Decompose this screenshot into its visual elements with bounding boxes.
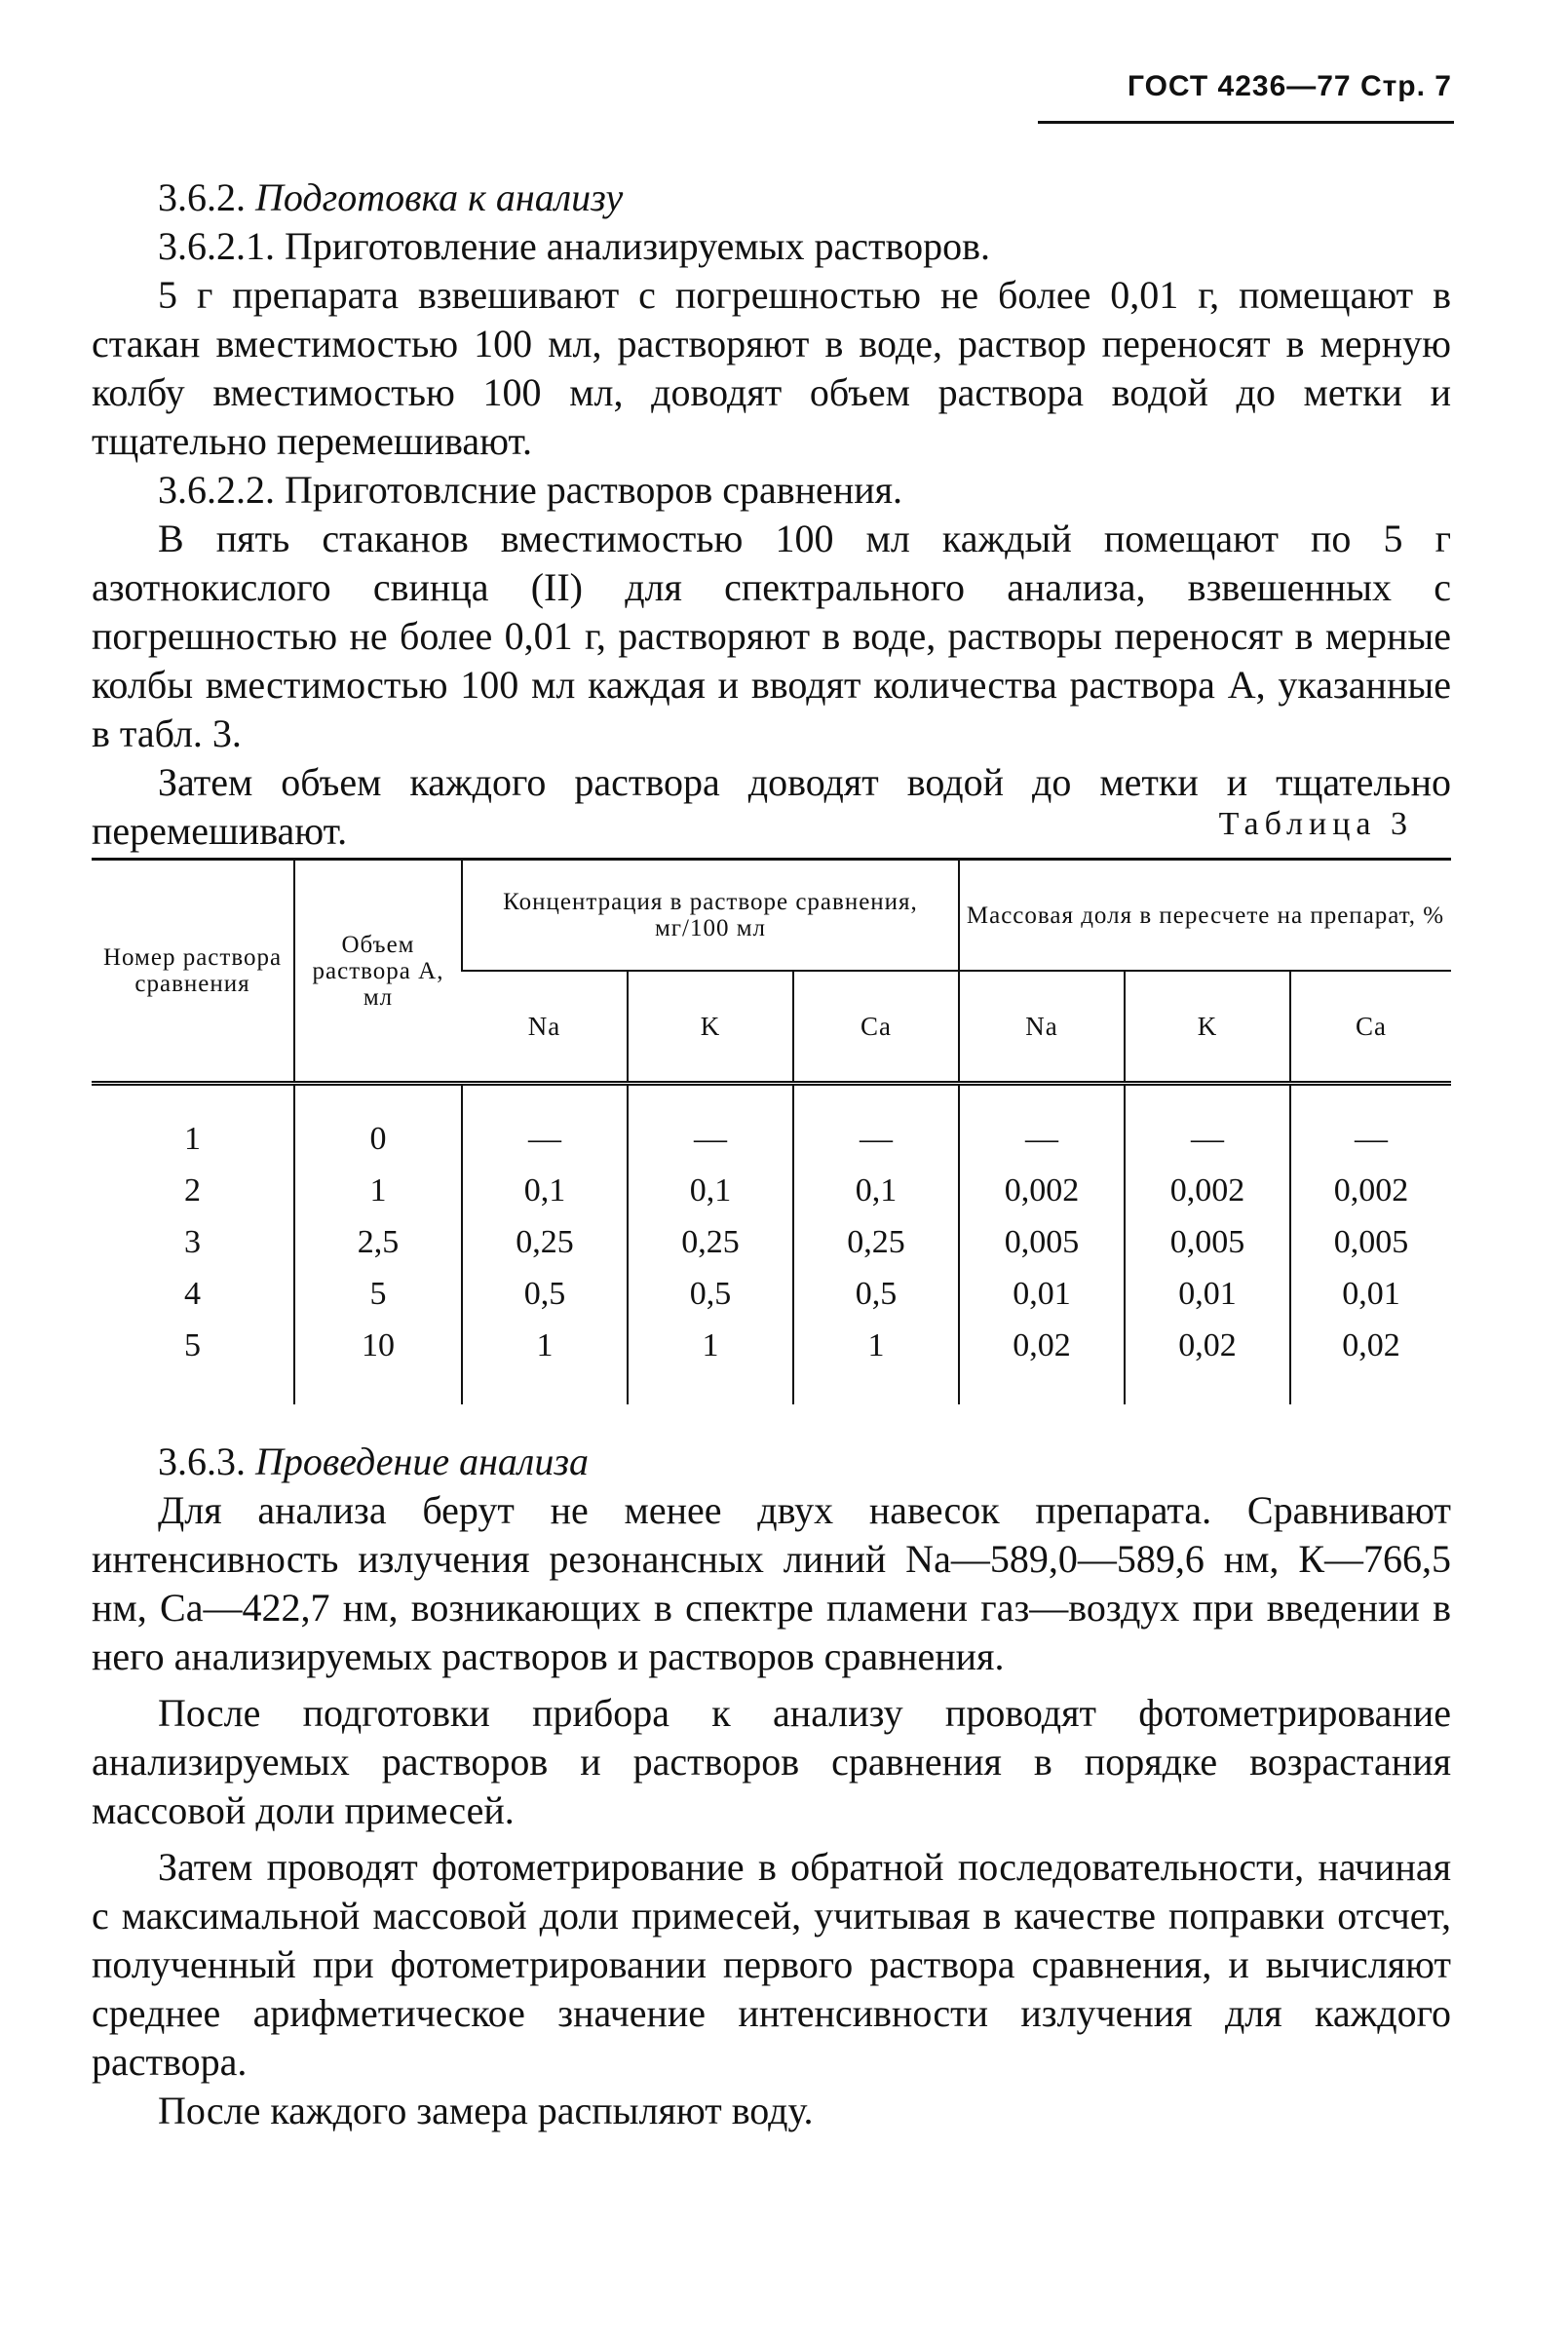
table-cell: — — [1290, 1084, 1451, 1166]
table-cell: 1 — [184, 1120, 201, 1157]
table-cell: 0,005 — [1290, 1216, 1451, 1268]
table-cell: 2,5 — [294, 1216, 462, 1268]
table-cell: — — [959, 1084, 1125, 1166]
paragraph: Для анализа берут не менее двух навесок препарата. Сравнивают интенсивность излучения резонансных линий Na—589,0—589,6 нм, К—766,5 нм, Са—422,7 нм, возникающих в спектре пламени газ—воздух при введении в него анализируемых растворов и растворов сравнения. — [92, 1488, 1451, 1678]
table-row — [92, 1084, 1451, 1166]
column-group-mass-fraction: Массовая доля в пересчете на препарат, % — [959, 860, 1451, 972]
table-row — [92, 1320, 1451, 1404]
column-header-k: K — [628, 971, 793, 1084]
column-header-ca: Ca — [793, 971, 959, 1084]
column-header-na: Na — [462, 971, 628, 1084]
table-cell: 0,25 — [462, 1216, 628, 1268]
table-cell: — — [628, 1084, 793, 1166]
subsection-heading: 3.6.2.2. Приготовлсние растворов сравнения. — [158, 468, 903, 512]
table-cell: — — [1125, 1084, 1290, 1166]
paragraph: После подготовки прибора к анализу проводят фотометрирование анализируемых растворов и растворов сравнения в порядке возрастания массовой доли примесей. — [92, 1691, 1451, 1832]
table-cell: 1 — [628, 1320, 793, 1404]
table-cell: 0,02 — [1125, 1320, 1290, 1404]
paragraph: После каждого замера распыляют воду. — [158, 2089, 814, 2132]
section-3-6-2 — [92, 173, 1451, 856]
table-cell: 0,005 — [959, 1216, 1125, 1268]
subsection-heading: 3.6.2.1. Приготовление анализируемых растворов. — [158, 224, 990, 268]
column-header-na: Na — [959, 971, 1125, 1084]
section-title: Подготовка к анализу — [255, 175, 624, 219]
table-cell: 0,01 — [959, 1268, 1125, 1320]
table-cell: 0,5 — [462, 1268, 628, 1320]
table-caption: Таблица 3 — [1218, 806, 1413, 842]
section-number: 3.6.3. — [158, 1439, 246, 1483]
table-cell: 5 — [184, 1326, 201, 1363]
table-cell: 2 — [184, 1171, 201, 1209]
section-3-6-3 — [92, 1438, 1451, 2135]
table-cell: 4 — [184, 1275, 201, 1312]
table-cell: 0,5 — [628, 1268, 793, 1320]
table-cell: 0,1 — [462, 1165, 628, 1216]
paragraph: Затем объем каждого раствора доводят водой до метки и тщательно перемешивают. — [92, 760, 1451, 853]
table-cell: 0,25 — [628, 1216, 793, 1268]
data-table — [92, 858, 1451, 1404]
section-heading — [92, 1438, 1451, 1486]
table-cell: 10 — [294, 1320, 462, 1404]
table-cell: 0,02 — [1290, 1320, 1451, 1404]
section-title: Проведение анализа — [255, 1439, 589, 1483]
table-cell: 0,5 — [793, 1268, 959, 1320]
table-cell: 0,25 — [793, 1216, 959, 1268]
table-cell: 0,005 — [1125, 1216, 1290, 1268]
table-cell: — — [462, 1084, 628, 1166]
table-cell: 1 — [793, 1320, 959, 1404]
table-cell: 1 — [462, 1320, 628, 1404]
table-cell: 0,002 — [959, 1165, 1125, 1216]
table-row — [92, 1165, 1451, 1216]
section-number: 3.6.2. — [158, 175, 246, 219]
table-cell: — — [793, 1084, 959, 1166]
page-header: ГОСТ 4236—77 Стр. 7 — [1127, 70, 1452, 102]
table-cell: 0,002 — [1125, 1165, 1290, 1216]
table-cell: 5 — [294, 1268, 462, 1320]
table-row — [92, 1216, 1451, 1268]
section-heading — [92, 173, 1451, 222]
column-header-number: Номер раствора сравнения — [92, 860, 294, 1084]
table-cell: 1 — [294, 1165, 462, 1216]
column-header-volume: Объем раствора А, мл — [294, 860, 462, 1084]
table-cell: 0,02 — [959, 1320, 1125, 1404]
column-header-k: K — [1125, 971, 1290, 1084]
table-cell: 0,01 — [1125, 1268, 1290, 1320]
table-cell: 0 — [294, 1084, 462, 1166]
table-cell: 0,1 — [793, 1165, 959, 1216]
table-cell: 0,002 — [1290, 1165, 1451, 1216]
table-cell: 3 — [184, 1223, 201, 1260]
column-header-ca: Ca — [1290, 971, 1451, 1084]
table-row — [92, 1268, 1451, 1320]
table-cell: 0,01 — [1290, 1268, 1451, 1320]
paragraph: 5 г препарата взвешивают с погрешностью не более 0,01 г, помещают в стакан вместимостью 100 мл, растворяют в воде, раствор переносят в мерную колбу вместимостью 100 мл, доводят объем раствора водой до метки и тщательно перемешивают. — [92, 273, 1451, 463]
table-cell: 0,1 — [628, 1165, 793, 1216]
paragraph: В пять стаканов вместимостью 100 мл каждый помещают по 5 г азотнокислого свинца (II) для спектрального анализа, взвешенных с погрешностью не более 0,01 г, растворяют в воде, растворы переносят в мерные колбы вместимостью 100 мл каждая и вводят количества раствора А, указанные в табл. 3. — [92, 517, 1451, 755]
column-group-concentration: Концентрация в растворе сравнения, мг/100 мл — [462, 860, 959, 972]
paragraph: Затем проводят фотометрирование в обратной последовательности, начиная с максимальной массовой доли примесей, учитывая в качестве поправки отсчет, полученный при фотометрировании первого раствора сравнения, и вычисляют среднее арифметическое значение интенсивности излучения для каждого раствора. — [92, 1845, 1451, 2084]
header-rule — [1038, 121, 1454, 124]
